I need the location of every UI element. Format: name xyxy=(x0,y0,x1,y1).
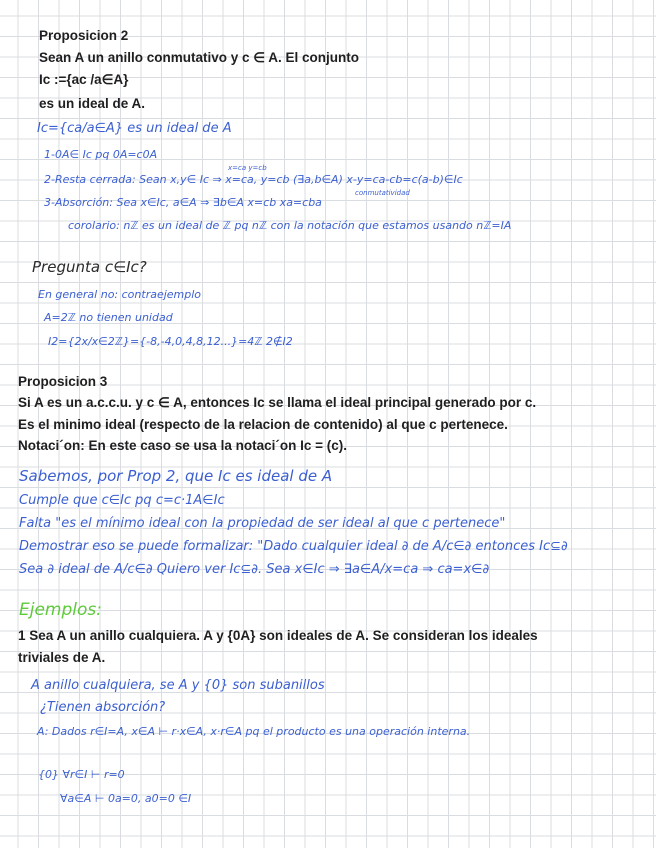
note2-cumple: Cumple que c∈Ic pq c=c·1A∈Ic xyxy=(19,493,225,508)
note2-demostrar: Demostrar eso se puede formalizar: "Dado cualquier ideal ∂ de A/c∈∂ entonces Ic⊆∂ xyxy=(19,539,568,554)
note1-absorcion: 3-Absorción: Sea x∈Ic, a∈A ⇒ ∃b∈A x=cb xa=cba xyxy=(44,196,322,209)
question-title: Pregunta c∈Ic? xyxy=(32,258,147,276)
prop3-title: Proposicion 3 xyxy=(18,374,108,389)
note1-corolario: corolario: nℤ es un ideal de ℤ pq nℤ con la notación que estamos usando nℤ=IA xyxy=(68,219,512,232)
note3-absorcion: ¿Tienen absorción? xyxy=(40,700,166,715)
note3-dados: A: Dados r∈I=A, x∈A ⊢ r·x∈A, x·r∈A pq el producto es una operación interna. xyxy=(37,725,471,738)
note1-absorcion-sup: conmutatividad xyxy=(355,189,410,197)
note2-sea: Sea ∂ ideal de A/c∈∂ Quiero ver Ic⊆∂. Sea x∈Ic ⇒ ∃a∈A/x=ca ⇒ ca=x∈∂ xyxy=(19,562,490,577)
prop2-line2: Ic :={ac /a∈A} xyxy=(39,72,129,87)
prop3-line3: Notaci´on: En este caso se usa la notaci´on Ic = (c). xyxy=(18,438,347,453)
note3-anillo: A anillo cualquiera, se A y {0} son subanillos xyxy=(31,678,325,693)
examples-line2: triviales de A. xyxy=(18,650,106,665)
examples-line1: 1 Sea A un anillo cualquiera. A y {0A} son ideales de A. Se consideran los ideales xyxy=(18,628,538,643)
examples-title: Ejemplos: xyxy=(19,600,102,620)
question-line1: En general no: contraejemplo xyxy=(38,288,202,301)
prop2-line1: Sean A un anillo conmutativo y c ∈ A. El conjunto xyxy=(39,50,360,65)
note3-zero-ideal: {0} ∀r∈I ⊢ r=0 xyxy=(38,768,125,781)
note1-resta: 2-Resta cerrada: Sean x,y∈ Ic ⇒ x=ca, y=cb (∃a,b∈A) x-y=ca-cb=c(a-b)∈Ic xyxy=(44,173,463,186)
note1-resta-sup: x=ca y=cb xyxy=(228,164,267,172)
note2-sabemos: Sabemos, por Prop 2, que Ic es ideal de A xyxy=(19,467,333,485)
note1-ideal: Ic={ca/a∈A} es un ideal de A xyxy=(37,121,232,136)
question-line2: A=2ℤ no tienen unidad xyxy=(44,311,173,324)
note3-forall: ∀a∈A ⊢ 0a=0, a0=0 ∈I xyxy=(60,792,192,805)
prop2-title: Proposicion 2 xyxy=(39,28,129,43)
note2-falta: Falta "es el mínimo ideal con la propiedad de ser ideal al que c pertenece" xyxy=(19,516,506,531)
prop3-line1: Si A es un a.c.c.u. y c ∈ A, entonces Ic se llama el ideal principal generado por c. xyxy=(18,395,537,410)
note1-zero: 1-0A∈ Ic pq 0A=c0A xyxy=(44,148,158,161)
prop3-line2: Es el minimo ideal (respecto de la relacion de contenido) al que c pertenece. xyxy=(18,417,508,432)
question-line3: I2={2x/x∈2ℤ}={-8,-4,0,4,8,12...}=4ℤ 2∉I2 xyxy=(48,335,293,348)
prop2-line3: es un ideal de A. xyxy=(39,96,146,111)
